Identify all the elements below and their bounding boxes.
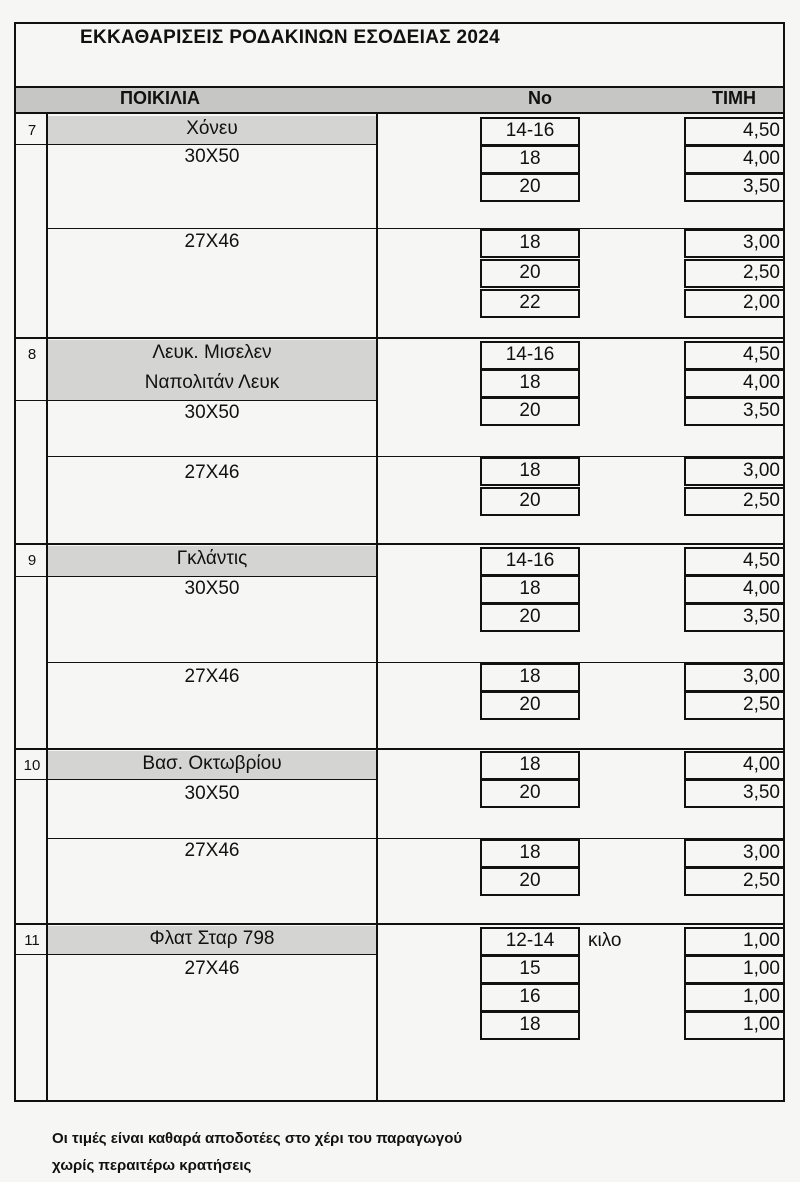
price-value: 1,00 [743,930,780,951]
price-value: 3,50 [743,606,780,627]
group-number: 8 [27,346,37,363]
size-value: 14-16 [505,120,555,141]
variety-text: Φλατ Σταρ 798 [149,928,275,949]
size-value: 18 [519,1014,541,1035]
price-value: 4,00 [743,148,780,169]
price-value: 3,00 [743,666,780,687]
size-value: 20 [519,490,541,511]
variety-text: 30Χ50 [184,783,240,804]
group-number: 11 [24,932,40,949]
price-value: 2,50 [743,490,780,511]
price-value: 1,00 [743,986,780,1007]
size-value: 20 [519,262,541,283]
price-value: 2,50 [743,870,780,891]
price-value: 3,50 [743,782,780,803]
variety-text: 27Χ46 [184,958,240,979]
header-price: ΤΙΜΗ [712,88,756,108]
variety-text: Ναπολιτάν Λευκ [144,372,280,393]
price-value: 4,50 [743,550,780,571]
size-value: 18 [519,232,541,253]
price-value: 3,00 [743,842,780,863]
size-value: 18 [519,578,541,599]
price-value: 3,00 [743,460,780,481]
price-value: 2,00 [743,292,780,313]
footer-note-line-1: Οι τιμές είναι καθαρά αποδοτέες στο χέρι του παραγωγού [52,1130,463,1147]
size-value: 14-16 [505,550,555,571]
variety-text: 27Χ46 [184,666,240,687]
size-value: 20 [519,606,541,627]
group-number: 7 [27,122,37,139]
price-value: 4,00 [743,754,780,775]
group-number: 10 [23,757,41,774]
variety-text: Χόνευ [186,118,238,139]
footer-note-line-2: χωρίς περαιτέρω κρατήσεις [52,1157,252,1174]
size-value: 18 [519,666,541,687]
size-value: 20 [519,176,541,197]
document-title: ΕΚΚΑΘΑΡΙΣΕΙΣ ΡΟΔΑΚΙΝΩΝ ΕΣΟΔΕΙΑΣ 2024 [80,27,500,48]
variety-text: Γκλάντις [176,548,248,569]
unit-label: κιλο [588,930,622,951]
variety-text: Βασ. Οκτωβρίου [142,753,282,774]
price-value: 2,50 [743,262,780,283]
price-value: 3,50 [743,176,780,197]
price-value: 4,50 [743,344,780,365]
table-frame [14,22,785,1102]
price-value: 3,50 [743,400,780,421]
header-variety: ΠΟΙΚΙΛΙΑ [120,88,201,108]
price-value: 4,50 [743,120,780,141]
size-value: 18 [519,460,541,481]
size-value: 18 [519,842,541,863]
size-value: 12-14 [505,930,555,951]
size-value: 15 [519,958,541,979]
size-value: 16 [519,986,541,1007]
price-value: 4,00 [743,372,780,393]
size-value: 20 [519,694,541,715]
variety-text: 30Χ50 [184,402,240,423]
size-value: 18 [519,372,541,393]
price-value: 4,00 [743,578,780,599]
variety-text: Λευκ. Μισελεν [152,342,272,363]
size-value: 14-16 [505,344,555,365]
size-value: 22 [519,292,541,313]
variety-text: 27Χ46 [184,231,240,252]
price-value: 1,00 [743,958,780,979]
price-value: 2,50 [743,694,780,715]
variety-text: 27Χ46 [184,462,240,483]
group-number: 9 [27,552,37,569]
price-value: 1,00 [743,1014,780,1035]
variety-text: 30Χ50 [184,146,240,167]
size-value: 20 [519,870,541,891]
variety-text: 30Χ50 [184,578,240,599]
size-value: 20 [519,400,541,421]
size-value: 20 [519,782,541,803]
size-value: 18 [519,148,541,169]
size-value: 18 [519,754,541,775]
header-size: Νο [528,88,552,108]
price-value: 3,00 [743,232,780,253]
variety-text: 27Χ46 [184,840,240,861]
